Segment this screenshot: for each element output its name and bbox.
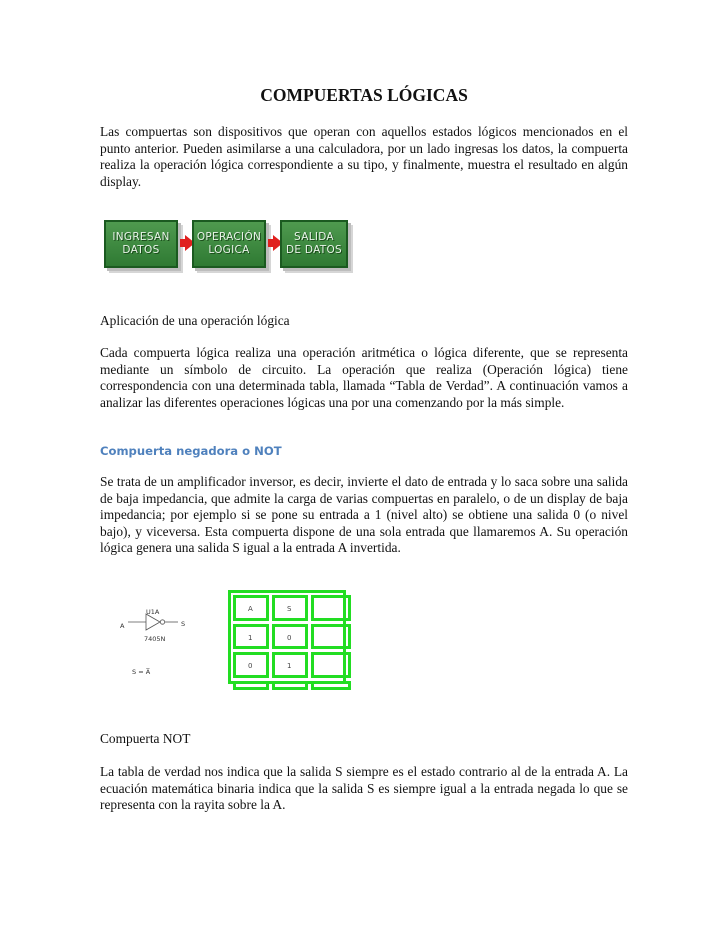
figure-caption-not: Compuerta NOT [100,731,191,746]
truth-header-a: A [233,595,269,621]
section-heading-not: Compuerta negadora o NOT [100,444,282,458]
truth-cell [272,681,308,690]
flow-box-input-line1: INGRESAN [112,231,170,243]
body-paragraph-truth-tables: Cada compuerta lógica realiza una operación aritmética o lógica diferente, que se representa mediante un símbolo de circuito. La operación que realiza (Operación lógica) tiene correspondencia con una determinada tabla, llamada “Tabla de Verdad”. A continuación vamos a analizar las diferentes operaciones lógicas una por una comenzando por la más simple. [100,345,628,410]
truth-cell [311,652,351,678]
gate-equation: S = A̅ [132,668,151,676]
truth-header-empty [311,595,351,621]
not-gate-schematic [118,600,208,690]
truth-cell: 1 [272,652,308,678]
flow-box-operation [192,220,266,268]
flow-box-operation-line1: OPERACIÓN [196,231,262,243]
truth-cell: 0 [272,624,308,650]
truth-cell: 1 [233,624,269,650]
flow-box-output [280,220,348,268]
gate-ref-label: U1A [146,608,160,616]
operation-flow-diagram [100,214,352,268]
gate-input-label: A [120,622,125,630]
truth-cell: 0 [233,652,269,678]
flow-box-input-line2: DATOS [122,244,160,256]
figure-caption-operation: Aplicación de una operación lógica [100,313,290,328]
body-paragraph-not-explanation: La tabla de verdad nos indica que la salida S siempre es el estado contrario al de la entrada A. La ecuación matemática binaria indica que la salida S es siempre igual a la entrada negada lo que se representa con la rayita sobre la A. [100,764,628,813]
truth-cell [311,624,351,650]
gate-part-label: 7405N [144,635,166,643]
intro-paragraph: Las compuertas son dispositivos que operan con aquellos estados lógicos mencionados en el punto anterior. Pueden asimilarse a una calculadora, por un lado ingresas los datos, la compuerta realiza la operación lógica correspondiente a su tipo, y finalmente, muestra el resultado en algún display. [100,124,628,189]
flow-box-output-line2: DE DATOS [285,244,343,256]
document-title: COMPUERTAS LÓGICAS [260,85,468,105]
truth-cell [311,681,351,690]
flow-box-output-line1: SALIDA [294,231,334,243]
truth-table [228,590,346,684]
truth-cell [233,681,269,690]
truth-header-s: S [272,595,308,621]
body-paragraph-not: Se trata de un amplificador inversor, es decir, invierte el dato de entrada y lo saca sobre una salida de baja impedancia, que admite la carga de varias compuertas en paralelo, o de un display de baja impedancia; por ejemplo si se pone su entrada a 1 (nivel alto) se obtiene una salida 0 (o nivel bajo), y viceversa. Esta compuerta dispone de una sola entrada que llamaremos A. Su operación lógica genera una salida S igual a la entrada A invertida. [100,474,628,556]
flow-box-input [104,220,178,268]
flow-box-operation-line2: LOGICA [208,244,250,256]
gate-output-label: S [181,620,186,628]
